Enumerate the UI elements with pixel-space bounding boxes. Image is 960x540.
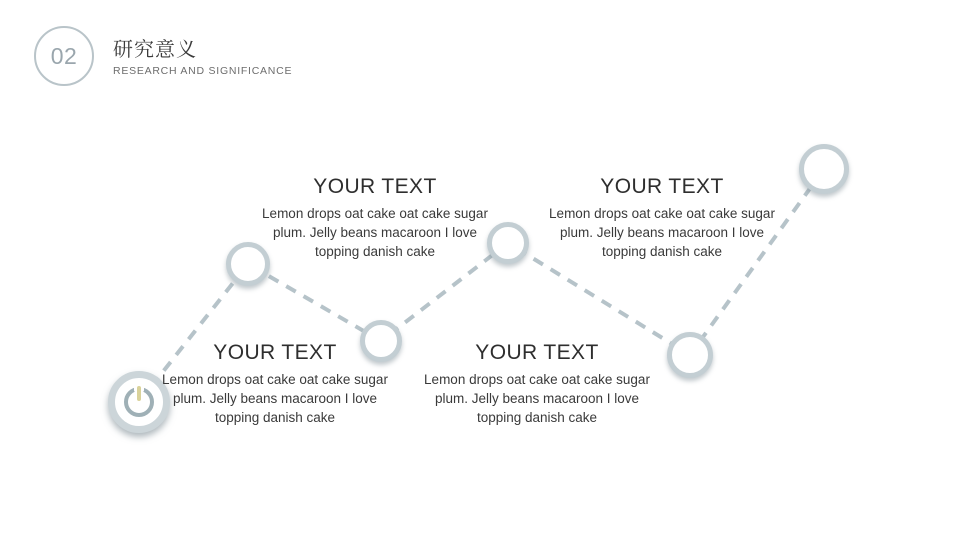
section-number: 02 bbox=[50, 42, 78, 69]
text-block-1 bbox=[255, 175, 495, 261]
text-block-body: Lemon drops oat cake oat cake sugar plum. Jelly beans macaroon I love topping danish cake bbox=[262, 206, 488, 260]
text-block-body: Lemon drops oat cake oat cake sugar plum. Jelly beans macaroon I love topping danish cake bbox=[424, 372, 650, 426]
text-block-body: Lemon drops oat cake oat cake sugar plum. Jelly beans macaroon I love topping danish cake bbox=[549, 206, 775, 260]
text-block-title: YOUR TEXT bbox=[213, 341, 337, 364]
text-block-title: YOUR TEXT bbox=[313, 175, 437, 198]
text-block-body: Lemon drops oat cake oat cake sugar plum. Jelly beans macaroon I love topping danish cake bbox=[162, 372, 388, 426]
text-block-title: YOUR TEXT bbox=[475, 341, 599, 364]
page-title: 研究意义 bbox=[113, 36, 197, 61]
power-icon bbox=[124, 387, 154, 417]
node-6[interactable] bbox=[799, 144, 849, 194]
text-block-title: YOUR TEXT bbox=[600, 175, 724, 198]
text-block-3 bbox=[155, 341, 395, 427]
text-block-4 bbox=[417, 341, 657, 427]
page-subtitle: RESEARCH AND SIGNIFICANCE bbox=[113, 64, 293, 77]
node-5[interactable] bbox=[667, 332, 713, 378]
text-block-2 bbox=[542, 175, 782, 261]
